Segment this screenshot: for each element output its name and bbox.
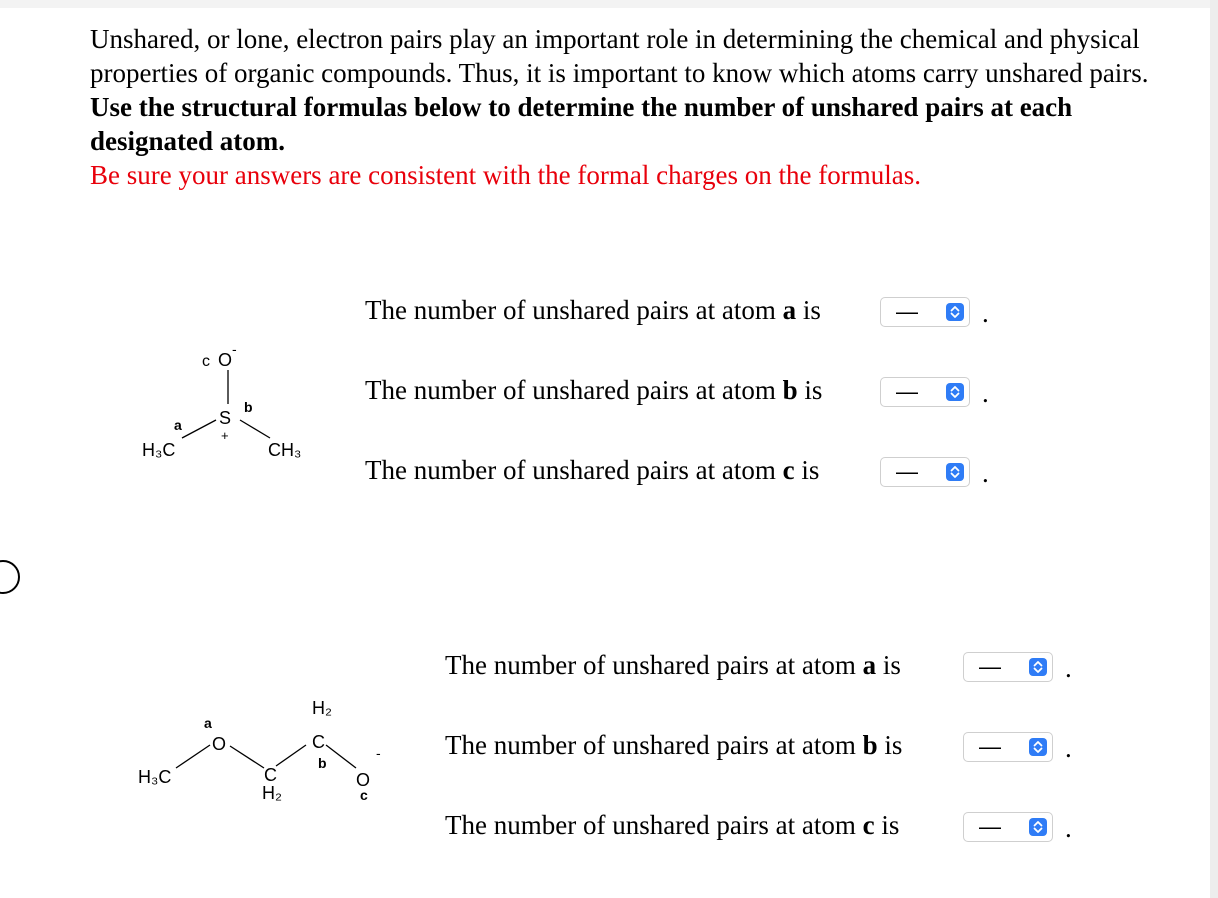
oxygen-2-minus-charge: -	[376, 745, 381, 761]
q1-question-b: The number of unshared pairs at atom b is	[365, 375, 823, 405]
selected-value: —	[896, 459, 918, 484]
bond-s-c-left	[182, 420, 216, 438]
atom-b-label: b	[244, 399, 253, 415]
atom-a-label: a	[204, 715, 212, 731]
atom-c-label: c	[202, 353, 210, 370]
q2-question-b: The number of unshared pairs at atom b is	[445, 730, 903, 760]
selected-value: —	[979, 654, 1001, 679]
page-right-gutter	[1210, 0, 1218, 898]
sulfur-plus-charge: +	[221, 428, 229, 443]
q2-question-c: The number of unshared pairs at atom c is	[445, 810, 900, 840]
molecule-1-structure	[130, 338, 340, 468]
instructions	[90, 22, 1170, 192]
atom-letter: c	[782, 455, 795, 485]
period: .	[1065, 733, 1072, 763]
select-arrows-icon	[946, 383, 964, 401]
oxygen-label: O	[218, 350, 233, 370]
oxygen-2-label: O	[356, 770, 371, 790]
selected-value: —	[896, 379, 918, 404]
atom-letter: a	[782, 295, 797, 325]
intro-paragraph: Unshared, or lone, electron pairs play an important role in determining the chemical and physical properties of organic compounds. Thus, it is important to know which atoms carry unshared pairs.	[90, 24, 1149, 88]
task-instruction: Use the structural formulas below to determine the number of unshared pairs at each designated atom.	[90, 92, 1073, 156]
select-arrows-icon	[1029, 738, 1047, 756]
period: .	[982, 458, 989, 488]
atom-c-label: c	[360, 787, 368, 803]
carbon-ch2-label: C	[264, 765, 277, 785]
h2-top-label: H₂	[312, 698, 332, 718]
sulfur-label: S	[219, 408, 232, 428]
select-arrows-icon	[1029, 658, 1047, 676]
bond-ch2-c2	[276, 745, 306, 766]
q2-question-a: The number of unshared pairs at atom a is	[445, 650, 901, 680]
q2-answer-b-select[interactable]	[963, 732, 1053, 762]
period: .	[1065, 813, 1072, 843]
period: .	[982, 298, 989, 328]
oxygen-minus-charge: -	[232, 341, 237, 357]
oxygen-1-label: O	[212, 734, 227, 754]
select-arrows-icon	[1029, 818, 1047, 836]
bond-c-o1	[176, 745, 210, 768]
carbon-2-label: C	[312, 732, 325, 752]
question-page	[0, 8, 1210, 898]
selected-value: —	[979, 734, 1001, 759]
selected-value: —	[979, 814, 1001, 839]
q1-answer-b-select[interactable]	[880, 377, 970, 407]
q1-question-a: The number of unshared pairs at atom a is	[365, 295, 821, 325]
bond-c2-o2	[326, 745, 356, 768]
h3c-label: H₃C	[138, 767, 172, 787]
period: .	[982, 378, 989, 408]
q2-answer-c-select[interactable]	[963, 812, 1053, 842]
q1-answer-c-select[interactable]	[880, 457, 970, 487]
bond-s-c-right	[240, 420, 270, 438]
atom-letter: c	[862, 810, 875, 840]
atom-letter: b	[862, 730, 878, 760]
q1-question-c: The number of unshared pairs at atom c is	[365, 455, 820, 485]
atom-b-label: b	[318, 755, 327, 771]
ch3-label: CH₃	[268, 440, 302, 460]
h3c-label: H₃C	[142, 440, 176, 460]
period: .	[1065, 653, 1072, 683]
h2-bottom-label: H₂	[262, 783, 282, 803]
bond-o1-ch2	[230, 746, 264, 768]
atom-letter: b	[782, 375, 798, 405]
select-arrows-icon	[946, 463, 964, 481]
q2-answer-a-select[interactable]	[963, 652, 1053, 682]
molecule-2-structure	[130, 688, 420, 808]
atom-letter: a	[862, 650, 877, 680]
formal-charge-warning: Be sure your answers are consistent with the formal charges on the formulas.	[90, 160, 922, 190]
selected-value: —	[896, 299, 918, 324]
q1-answer-a-select[interactable]	[880, 297, 970, 327]
atom-a-label: a	[174, 417, 182, 433]
select-arrows-icon	[946, 303, 964, 321]
